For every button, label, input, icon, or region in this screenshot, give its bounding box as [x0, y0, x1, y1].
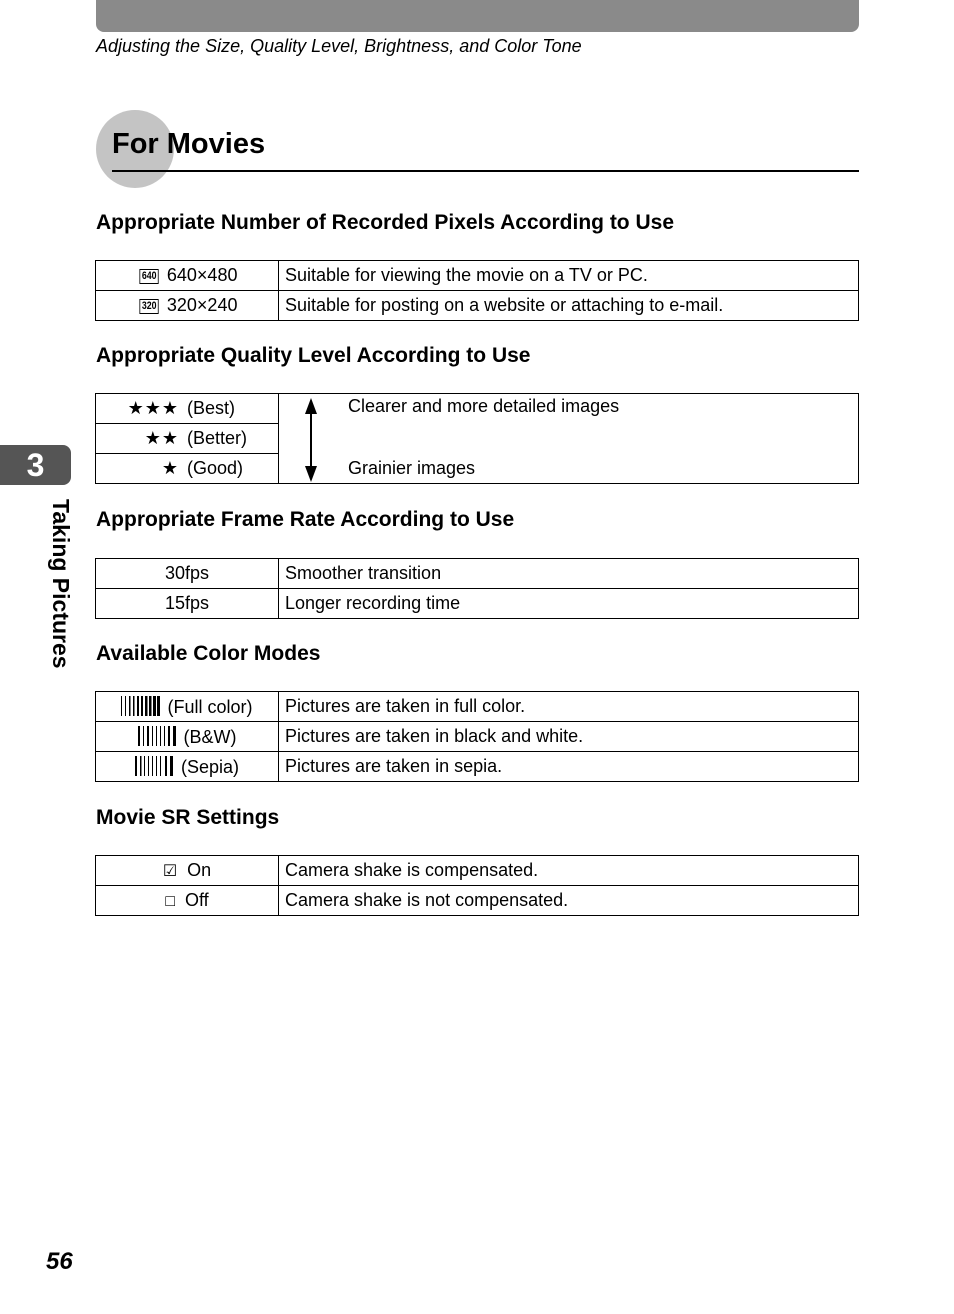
bw-icon: [138, 726, 178, 746]
checkbox-checked-icon: ☑: [162, 863, 178, 880]
running-head: Adjusting the Size, Quality Level, Brightness, and Color Tone: [96, 36, 582, 56]
checkbox-unchecked-icon: □: [165, 893, 175, 910]
quality-label: (Best): [187, 398, 236, 418]
chapter-tab: 3: [0, 445, 71, 485]
table-row: [96, 589, 859, 619]
quality-bottom-text: Grainier images: [348, 458, 476, 478]
star-icon: ★: [161, 458, 179, 478]
pixels-table: [95, 260, 859, 321]
page-number: 56: [46, 1248, 73, 1275]
sr-cell: [96, 856, 279, 886]
quality-desc-cell: [279, 394, 859, 484]
quality-top-text: Clearer and more detailed images: [348, 396, 620, 416]
pixels-desc: Suitable for viewing the movie on a TV or PC.: [279, 261, 859, 291]
quality-table: [95, 393, 859, 484]
table-row: [96, 559, 859, 589]
color-table: [95, 691, 859, 782]
table-row: [96, 752, 859, 782]
table-row: [96, 886, 859, 916]
framerate-table: [95, 558, 859, 619]
color-cell: [96, 752, 279, 782]
framerate-label: 15fps: [96, 589, 279, 619]
color-cell: [96, 692, 279, 722]
quality-cell: [96, 424, 279, 454]
sepia-icon: [135, 756, 175, 776]
table-row: [96, 856, 859, 886]
color-desc: Pictures are taken in full color.: [279, 692, 859, 722]
pixels-cell: [96, 261, 279, 291]
pixels-desc: Suitable for posting on a website or attaching to e-mail.: [279, 291, 859, 321]
sr-label: On: [187, 860, 212, 880]
quality-label: (Better): [187, 428, 248, 448]
quality-cell: [96, 454, 279, 484]
framerate-desc: Smoother transition: [279, 559, 859, 589]
color-label: (B&W): [183, 726, 237, 747]
full-color-icon: [121, 696, 161, 716]
sr-table: [95, 855, 859, 916]
color-cell: [96, 722, 279, 752]
sr-heading: Movie SR Settings: [96, 806, 280, 829]
color-heading: Available Color Modes: [96, 642, 321, 665]
table-row: [96, 692, 859, 722]
table-row: [96, 261, 859, 291]
sr-label: Off: [184, 890, 209, 910]
framerate-heading: Appropriate Frame Rate According to Use: [96, 508, 515, 531]
table-row: [96, 291, 859, 321]
sr-desc: Camera shake is compensated.: [279, 856, 859, 886]
color-label: (Sepia): [180, 756, 240, 777]
quality-label: (Good): [187, 458, 244, 478]
framerate-label: 30fps: [96, 559, 279, 589]
star-icon: ★★: [144, 428, 179, 448]
sr-cell: [96, 886, 279, 916]
title-rule: [112, 170, 859, 172]
quality-heading: Appropriate Quality Level According to Use: [96, 344, 531, 367]
pixels-label: 320×240: [166, 295, 238, 315]
chapter-label: Taking Pictures: [48, 499, 74, 669]
color-desc: Pictures are taken in black and white.: [279, 722, 859, 752]
resolution-640-icon: 640: [139, 269, 158, 284]
pixels-cell: [96, 291, 279, 321]
color-desc: Pictures are taken in sepia.: [279, 752, 859, 782]
page-title: For Movies: [112, 128, 266, 160]
double-arrow-icon: [304, 398, 318, 482]
table-row: [96, 394, 859, 424]
resolution-320-icon: 320: [139, 299, 158, 314]
framerate-desc: Longer recording time: [279, 589, 859, 619]
header-bar: [96, 0, 859, 32]
pixels-heading: Appropriate Number of Recorded Pixels According to Use: [96, 211, 674, 234]
sr-desc: Camera shake is not compensated.: [279, 886, 859, 916]
table-row: [96, 722, 859, 752]
quality-cell: [96, 394, 279, 424]
pixels-label: 640×480: [166, 265, 238, 285]
star-icon: ★★★: [127, 398, 179, 418]
color-label: (Full color): [167, 696, 253, 717]
